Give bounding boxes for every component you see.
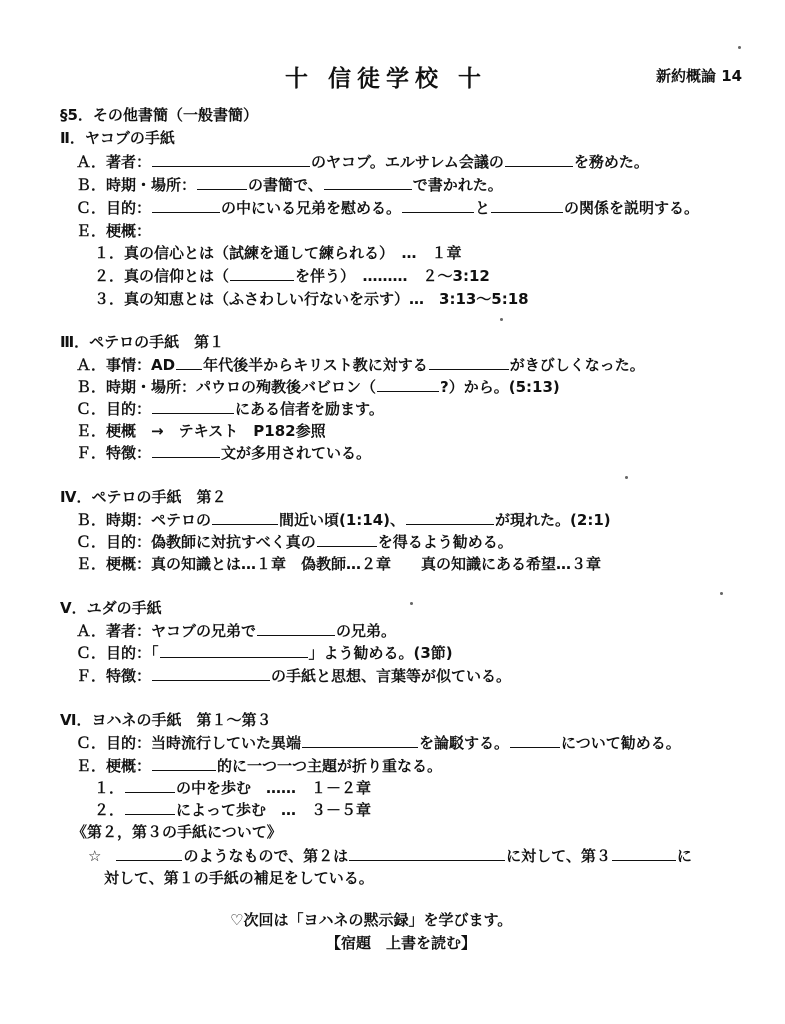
blank — [125, 778, 175, 793]
james-title: Ⅱ．ヤコブの手紙 — [60, 129, 175, 147]
next-lesson-note: ♡次回は「ヨハネの黙示録」を学びます。 — [230, 911, 513, 929]
label: Ｃ．目的：当時流行していた異端 — [76, 734, 302, 752]
blank — [176, 355, 202, 370]
peter1-purpose-line — [76, 399, 384, 419]
james-summary-label: Ｅ．梗概： — [76, 222, 152, 240]
james-time-line — [76, 175, 503, 195]
john-title: Ⅵ．ヨハネの手紙 第１～第３ — [60, 711, 272, 729]
scan-speck — [738, 46, 741, 49]
text: によって歩む … ３－５章 — [176, 801, 372, 819]
text: 文が多用されている。 — [221, 444, 372, 462]
jude-feature-line — [76, 666, 511, 686]
text: 的に一つ一つ主題が折り重なる。 — [217, 757, 443, 775]
peter1-title: Ⅲ．ペテロの手紙 第１ — [60, 333, 225, 351]
scan-speck — [410, 602, 413, 605]
course-label: 新約概論 14 — [656, 67, 743, 85]
school-title: 十 信徒学校 十 — [285, 66, 488, 92]
blank — [257, 621, 335, 636]
text: にある信者を励ます。 — [235, 400, 384, 418]
text: を務めた。 — [573, 153, 649, 171]
text: のようなもので、第２は — [183, 847, 349, 865]
jude-author-line — [76, 621, 396, 641]
text: を伴う） ……… ２～3:12 — [295, 267, 490, 285]
text: ２．真の信仰とは（ — [94, 267, 230, 285]
peter2-time-line — [76, 510, 611, 530]
label: Ｆ．特徴： — [76, 667, 152, 685]
label: Ｃ．目的： — [76, 199, 152, 217]
text: ?）から。(5:13) — [440, 378, 560, 396]
text: に対して、第３ — [506, 847, 611, 865]
text: で書かれた。 — [412, 176, 503, 194]
blank — [197, 175, 247, 190]
label: Ｂ．時期・場所：パウロの殉教後バビロン（ — [76, 378, 377, 396]
blank — [152, 152, 310, 167]
label: Ａ．著者：ヤコブの兄弟で — [76, 622, 257, 640]
james-purpose-line — [76, 198, 699, 218]
james-summary-3: ３．真の知恵とは（ふさわしい行ないを示す）… 3:13～5:18 — [94, 290, 529, 308]
john-star-line — [88, 846, 692, 866]
peter2-summary-line: Ｅ．梗概：真の知識とは…１章 偽教師…２章 真の知識にある希望…３章 — [76, 555, 602, 573]
jude-title: Ⅴ．ユダの手紙 — [60, 599, 162, 617]
text: の関係を説明する。 — [564, 199, 700, 217]
text: の手紙と思想、言葉等が似ている。 — [271, 667, 512, 685]
label: Ｅ．梗概： — [76, 757, 152, 775]
blank — [152, 666, 270, 681]
peter1-situation-line — [76, 355, 645, 375]
text: １． — [94, 779, 125, 797]
text: の中を歩む …… １－２章 — [176, 779, 372, 797]
blank — [505, 152, 573, 167]
scan-speck — [625, 476, 628, 479]
blank — [510, 733, 560, 748]
text: の兄弟。 — [336, 622, 397, 640]
blank — [152, 198, 220, 213]
peter2-title: Ⅳ．ペテロの手紙 第２ — [60, 488, 227, 506]
label: Ｂ．時期：ペテロの — [76, 511, 212, 529]
blank — [125, 800, 175, 815]
text: 間近い頃(1:14)、 — [279, 511, 406, 529]
text: の中にいる兄弟を慰める。 — [221, 199, 402, 217]
blank — [324, 175, 412, 190]
text: を得るよう勧める。 — [377, 533, 513, 551]
blank — [491, 198, 563, 213]
john-star-line-2: 対して、第１の手紙の補足をしている。 — [104, 869, 374, 887]
peter1-summary-line: Ｅ．梗概 → テキスト P182参照 — [76, 422, 326, 440]
james-summary-2 — [94, 266, 490, 286]
blank — [406, 510, 494, 525]
john-summary-2 — [94, 800, 371, 820]
blank — [152, 756, 216, 771]
text: について勧める。 — [561, 734, 681, 752]
label: Ａ．著者： — [76, 153, 152, 171]
john-summary-line — [76, 756, 442, 776]
blank — [152, 443, 220, 458]
blank — [302, 733, 418, 748]
label: Ｃ．目的：偽教師に対抗すべく真の — [76, 533, 316, 551]
text: の書簡で、 — [248, 176, 323, 194]
text: に — [676, 847, 692, 865]
peter1-feature-line — [76, 443, 371, 463]
james-author-line — [76, 152, 649, 172]
homework-note: 【宿題 上書を読む】 — [326, 934, 477, 952]
blank — [317, 532, 377, 547]
peter1-time-line — [76, 377, 560, 397]
section-heading: §5．その他書簡（一般書簡） — [60, 106, 258, 124]
label: Ｃ．目的：「 — [76, 644, 159, 662]
john-purpose-line — [76, 733, 681, 753]
text: と — [475, 199, 491, 217]
text: がきびしくなった。 — [509, 356, 645, 374]
blank — [160, 643, 308, 658]
text: ２． — [94, 801, 125, 819]
peter2-purpose-line — [76, 532, 513, 552]
blank — [377, 377, 439, 392]
star-icon: ☆ — [88, 847, 102, 865]
blank — [349, 846, 505, 861]
label: Ｂ．時期・場所： — [76, 176, 197, 194]
label: Ａ．事情：AD — [76, 356, 176, 374]
jude-purpose-line — [76, 643, 453, 663]
blank — [612, 846, 676, 861]
blank — [230, 266, 294, 281]
blank — [152, 399, 234, 414]
text: が現れた。(2:1) — [495, 511, 611, 529]
text: のヤコブ。エルサレム会議の — [311, 153, 504, 171]
blank — [212, 510, 278, 525]
blank — [116, 846, 182, 861]
label: Ｆ．特徴： — [76, 444, 152, 462]
text: を論駁する。 — [419, 734, 510, 752]
scan-speck — [720, 592, 723, 595]
text: 年代後半からキリスト教に対する — [203, 356, 428, 374]
blank — [429, 355, 509, 370]
text: 」よう勧める。(3節) — [308, 644, 453, 662]
james-summary-1: １．真の信心とは（試練を通して練られる） … １章 — [94, 244, 462, 262]
john-summary-1 — [94, 778, 371, 798]
scan-speck — [500, 318, 503, 321]
label: Ｃ．目的： — [76, 400, 152, 418]
john-note: 《第２，第３の手紙について》 — [72, 823, 282, 841]
page-header — [0, 60, 785, 90]
blank — [402, 198, 474, 213]
